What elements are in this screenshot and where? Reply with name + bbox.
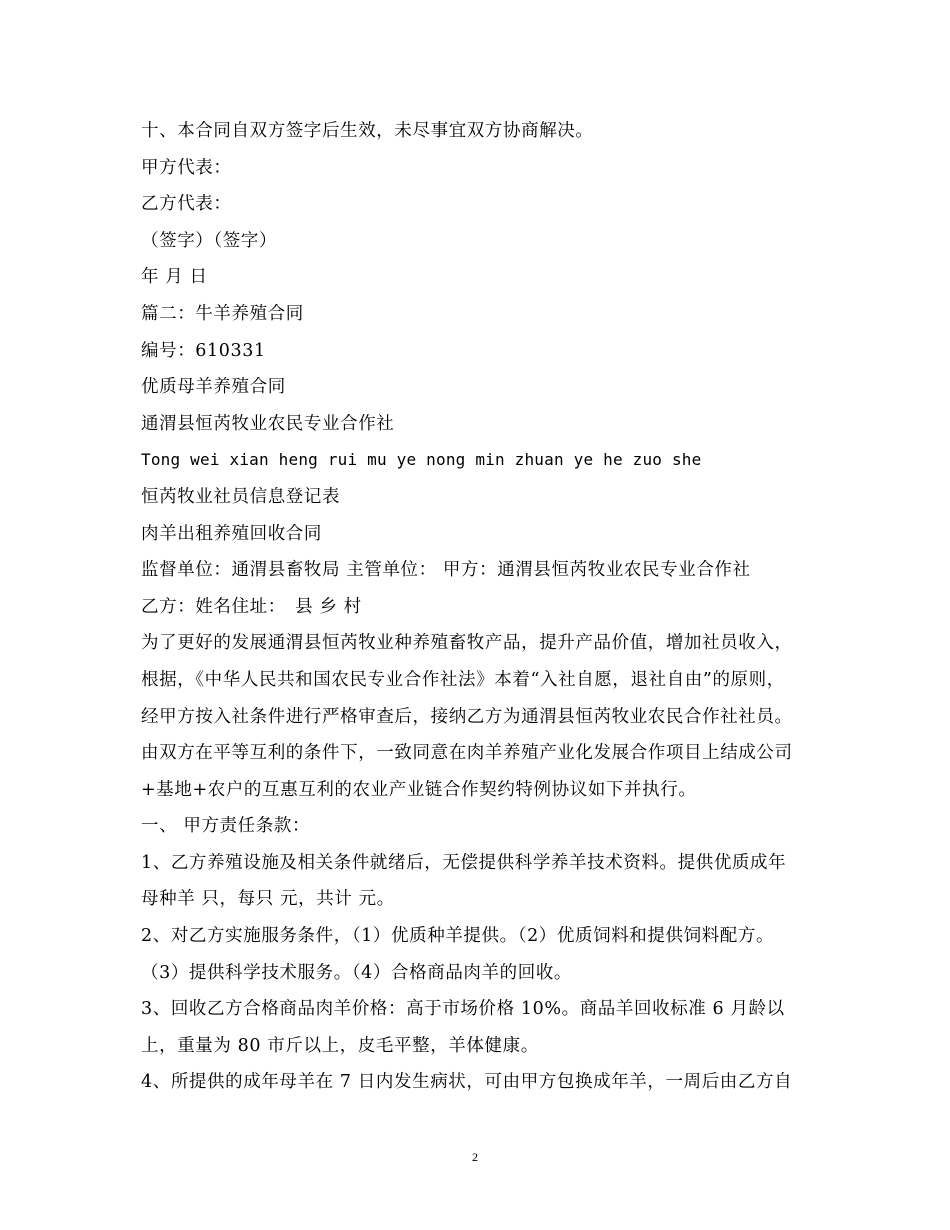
text-line: 恒芮牧业社员信息登记表: [141, 486, 341, 507]
text-line: 甲方代表：: [141, 157, 232, 178]
text-line: 监督单位：通渭县畜牧局 主管单位： 甲方：通渭县恒芮牧业农民专业合作社: [141, 560, 751, 581]
text-line: 优质母羊养殖合同: [141, 377, 286, 398]
text-line: 十、本合同自双方签字后生效，未尽事宜双方协商解决。: [141, 121, 594, 141]
text-line: 肉羊出租养殖回收合同: [141, 523, 322, 544]
text-line: 3、回收乙方合格商品肉羊价格：高于市场价格 10%。商品羊回收标准 6 月龄以: [141, 999, 785, 1020]
text-line: 根据，《中华人民共和国农民专业合作社法》本着“入社自愿，退社自由”的原则，: [141, 669, 785, 690]
page-number: 2: [472, 1150, 478, 1164]
clause-heading: 一、 甲方责任条款：: [141, 816, 311, 837]
text-line: 上，重量为 80 市斤以上，皮毛平整，羊体健康。: [141, 1035, 539, 1056]
text-line: 1、乙方养殖设施及相关条件就绪后，无偿提供科学养羊技术资料。提供优质成年: [141, 852, 787, 873]
section-heading: 篇二：牛羊养殖合同: [141, 303, 304, 324]
organization-pinyin: Tong wei xian heng rui mu ye nong min zhuan ye he zuo she: [141, 450, 702, 470]
text-line: 乙方代表：: [141, 194, 232, 215]
document-body: [141, 113, 831, 1101]
text-line: 4、所提供的成年母羊在 7 日内发生病状，可由甲方包换成年羊，一周后由乙方自: [141, 1072, 793, 1093]
text-line: 年 月 日: [141, 267, 208, 288]
text-line: 经甲方按入社条件进行严格审查后，接纳乙方为通渭县恒芮牧业农民合作社社员。: [141, 706, 793, 727]
text-line: 由双方在平等互利的条件下，一致同意在肉羊养殖产业化发展合作项目上结成公司: [141, 743, 793, 764]
text-line: +基地+农户的互惠互利的农业产业链合作契约特例协议如下并执行。: [141, 779, 697, 800]
text-line: （3）提供科学技术服务。（4）合格商品肉羊的回收。: [141, 962, 573, 983]
text-line: 为了更好的发展通渭县恒芮牧业种养殖畜牧产品，提升产品价值，增加社员收入，: [141, 633, 793, 654]
text-line: 乙方：姓名住址： 县 乡 村: [141, 596, 362, 617]
text-line: 母种羊 只，每只 元，共计 元。: [141, 889, 395, 910]
text-line: （签字）（签字）: [141, 230, 278, 251]
contract-number: 编号：610331: [141, 340, 266, 361]
organization-name: 通渭县恒芮牧业农民专业合作社: [141, 413, 395, 434]
text-line: 2、对乙方实施服务条件，（1）优质种羊提供。（2）优质饲料和提供饲料配方。: [141, 926, 775, 947]
